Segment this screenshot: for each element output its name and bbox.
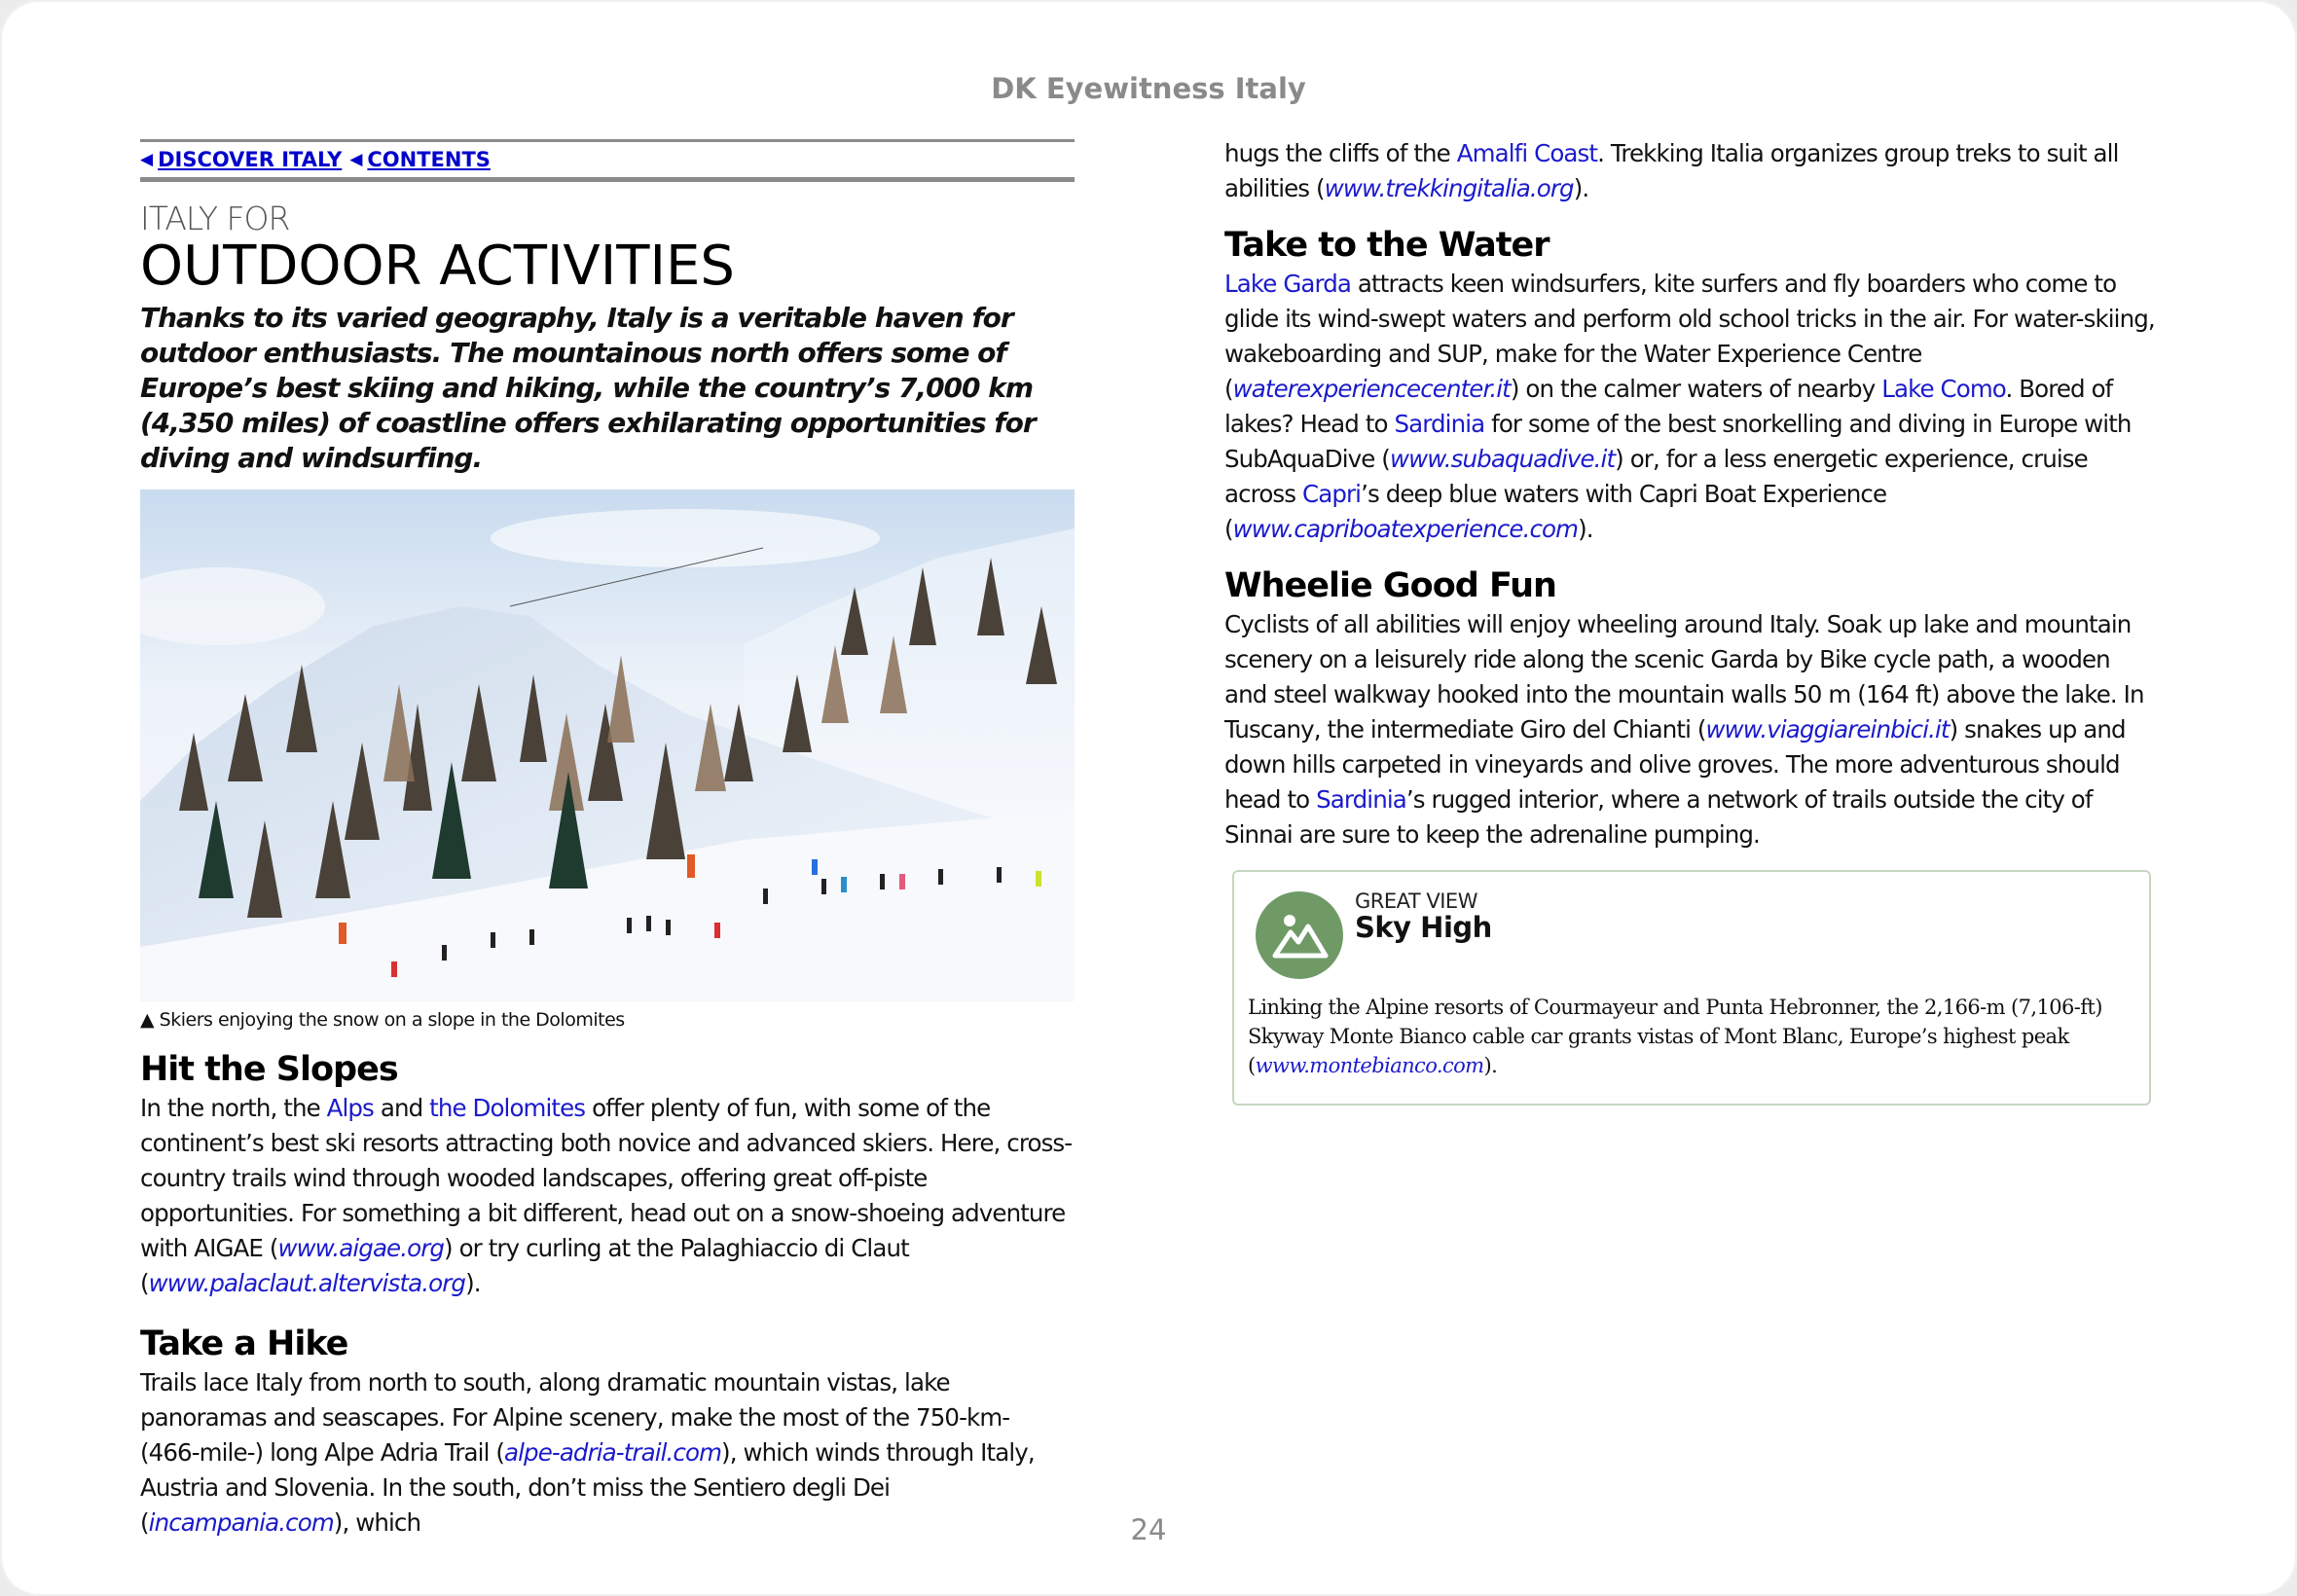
capri-link[interactable]: Capri — [1302, 480, 1362, 508]
hike-continued-paragraph: hugs the cliffs of the Amalfi Coast. Trekking Italia organizes group treks to suit all abilities (www.trekkingitalia.org). — [1224, 139, 2119, 202]
great-view-callout — [1232, 870, 2151, 1106]
right-column — [1224, 136, 2159, 1106]
section-paragraph: Cyclists of all abilities will enjoy wheeling around Italy. Soak up lake and mountain scenery on a leisurely ride along the scenic Garda by Bike cycle path, a wooden and steel walkway hooked into the mountain walls 50 m (164 ft) above the lake. In Tuscany, the intermediate Giro del Chianti (www.viaggiareinbici.it) snakes up and down hills carpeted in vineyards and olive groves. The more adventurous should head to Sardinia’s rugged interior, where a network of trails outside the city of Sinnai are sure to keep the adrenaline pumping. — [1224, 610, 2144, 849]
section-heading: Take a Hike — [140, 1324, 348, 1363]
callout-kicker: GREAT VIEW — [1355, 889, 1477, 913]
viaggiareinbici-url-link[interactable]: www.viaggiareinbici.it — [1705, 715, 1950, 744]
subaquadive-url-link[interactable]: www.subaquadive.it — [1389, 445, 1616, 473]
palaclaut-url-link[interactable]: www.palaclaut.altervista.org — [148, 1269, 466, 1297]
discover-italy-link[interactable]: DISCOVER ITALY — [158, 148, 343, 171]
aigae-url-link[interactable]: www.aigae.org — [277, 1234, 445, 1262]
capriboat-url-link[interactable]: www.capriboatexperience.com — [1232, 515, 1579, 543]
sardinia-link[interactable]: Sardinia — [1394, 410, 1485, 438]
section-wheelie-good-fun — [1224, 564, 2159, 852]
dolomites-link[interactable]: the Dolomites — [429, 1094, 586, 1122]
left-triangle-icon: ◀ — [349, 150, 363, 169]
caption-text: Skiers enjoying the snow on a slope in the Dolomites — [159, 1009, 625, 1031]
alps-link[interactable]: Alps — [326, 1094, 374, 1122]
title-kicker: ITALY FOR — [140, 200, 290, 237]
section-paragraph: In the north, the Alps and the Dolomites offer plenty of fun, with some of the continent’s best ski resorts attracting both novice and advanced skiers. Here, cross-country trails wind through wooded landscapes, offering great off-piste opportunities. For something a bit different, head out on a snow-shoeing adventure with AIGAE (www.aigae.org) or try curling at the Palaghiaccio di Claut (www.palaclaut.altervista.org). — [140, 1094, 1073, 1297]
page-number: 24 — [1130, 1513, 1167, 1546]
sardinia-link[interactable]: Sardinia — [1316, 785, 1406, 814]
mountain-view-icon — [1256, 891, 1343, 979]
breadcrumb-nav — [140, 139, 1075, 182]
trekkingitalia-url-link[interactable]: www.trekkingitalia.org — [1324, 174, 1574, 202]
lake-como-link[interactable]: Lake Como — [1881, 375, 2006, 403]
section-take-a-hike — [140, 1323, 1075, 1541]
left-column — [140, 139, 1075, 1541]
section-heading: Take to the Water — [1224, 226, 1550, 265]
section-heading: Hit the Slopes — [140, 1050, 398, 1089]
incampania-url-link[interactable]: incampania.com — [148, 1508, 334, 1537]
section-take-to-the-water — [1224, 224, 2159, 547]
callout-body: Linking the Alpine resorts of Courmayeur and Punta Hebronner, the 2,166-m (7,106-ft) Skyway Monte Bianco cable car grants vistas of Mont Blanc, Europe’s highest peak (www.montebianco.com). — [1248, 996, 2102, 1077]
lake-garda-link[interactable]: Lake Garda — [1224, 270, 1352, 298]
montebianco-url-link[interactable]: www.montebianco.com — [1255, 1054, 1484, 1077]
contents-link[interactable]: CONTENTS — [367, 148, 491, 171]
ski-slope-illustration — [140, 490, 1075, 1001]
callout-title: Sky High — [1355, 911, 1492, 944]
waterexperience-url-link[interactable]: waterexperiencecenter.it — [1232, 375, 1511, 403]
section-paragraph: Trails lace Italy from north to south, along dramatic mountain vistas, lake panoramas and seascapes. For Alpine scenery, make the most of the 750-km- (466-mile-) long Alpe Adria Trail (alpe-adria-trail.com), which winds through Italy, Austria and Slovenia. In the south, don’t miss the Sentiero degli Dei (incampania.com), which — [140, 1368, 1035, 1537]
ski-slope-photo — [140, 490, 1075, 1001]
intro-paragraph: Thanks to its varied geography, Italy is a veritable haven for outdoor enthusiasts. The mountainous north offers some of Europe’s best skiing and hiking, while the country’s 7,000 km (4,350 miles) of coastline offers exhilarating opportunities for diving and windsurfing. — [140, 302, 1036, 474]
amalfi-coast-link[interactable]: Amalfi Coast — [1456, 139, 1598, 167]
page-title: OUTDOOR ACTIVITIES — [140, 235, 735, 298]
left-triangle-icon: ◀ — [140, 150, 154, 169]
up-triangle-icon: ▲ — [140, 1009, 155, 1031]
photo-caption — [140, 1009, 1075, 1031]
section-hit-the-slopes — [140, 1048, 1075, 1301]
alpe-adria-url-link[interactable]: alpe-adria-trail.com — [504, 1438, 722, 1467]
section-paragraph: Lake Garda attracts keen windsurfers, kite surfers and fly boarders who come to glide its wind-swept waters and perform old school tricks in the air. For water-skiing, wakeboarding and SUP, make for the Water Experience Centre (waterexperiencecenter.it) on the calmer waters of nearby Lake Como. Bored of lakes? Head to Sardinia for some of the best snorkelling and diving in Europe with SubAquaDive (www.subaquadive.it) or, for a less energetic experience, cruise across Capri’s deep blue waters with Capri Boat Experience (www.capriboatexperience.com). — [1224, 270, 2155, 543]
section-heading: Wheelie Good Fun — [1224, 566, 1556, 605]
book-title: DK Eyewitness Italy — [991, 72, 1306, 105]
